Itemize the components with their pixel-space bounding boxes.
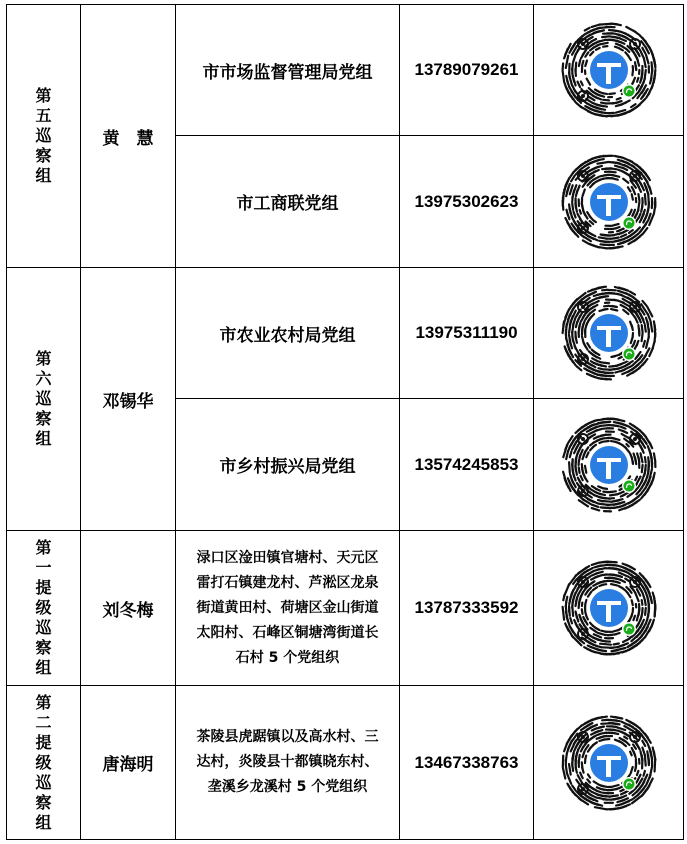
table-row [7, 268, 684, 399]
unit-line: 雷打石镇建龙村、芦淞区龙泉 [196, 574, 379, 591]
unit-line: 垄溪乡龙溪村 5 个党组织 [207, 779, 368, 795]
qr-cell [534, 531, 684, 686]
table-row [7, 686, 684, 840]
unit-name: 市农业农村局党组 [176, 268, 400, 399]
phone-number: 13787333592 [400, 531, 534, 686]
group-name-cell: 第 六 巡 察 组 [7, 268, 81, 531]
mini-program-qr-code-icon [559, 415, 659, 515]
unit-line: 石村 5 个党组织 [235, 649, 340, 666]
phone-number: 13467338763 [400, 686, 534, 840]
qr-cell [534, 5, 684, 136]
mini-program-qr-code-icon [559, 558, 659, 658]
unit-description [176, 531, 400, 686]
unit-description [176, 686, 400, 840]
group-name-cell: 第 一 提 级 巡 察 组 [7, 531, 81, 686]
mini-program-qr-code-icon [559, 152, 659, 252]
person-name: 唐海明 [81, 686, 176, 840]
mini-program-qr-code-icon [559, 20, 659, 120]
inspection-contact-table [6, 4, 684, 840]
phone-number: 13975311190 [400, 268, 534, 399]
phone-number: 13975302623 [400, 136, 534, 268]
unit-line: 街道黄田村、荷塘区金山街道 [196, 599, 379, 616]
qr-cell [534, 268, 684, 399]
unit-name: 市乡村振兴局党组 [176, 399, 400, 531]
unit-name: 市市场监督管理局党组 [176, 5, 400, 136]
person-name: 邓锡华 [81, 268, 176, 531]
group-name-cell: 第 五 巡 察 组 [7, 5, 81, 268]
table-row [7, 531, 684, 686]
group-name-cell: 第 二 提 级 巡 察 组 [7, 686, 81, 840]
person-name: 黄 慧 [81, 5, 176, 268]
unit-line: 渌口区淦田镇官塘村、天元区 [196, 549, 379, 566]
phone-number: 13789079261 [400, 5, 534, 136]
table-row [7, 5, 684, 136]
qr-cell [534, 686, 684, 840]
mini-program-qr-code-icon [559, 713, 659, 813]
unit-line: 达村，炎陵县十都镇晓东村、 [196, 754, 379, 770]
unit-name: 市工商联党组 [176, 136, 400, 268]
qr-cell [534, 399, 684, 531]
qr-cell [534, 136, 684, 268]
unit-line: 太阳村、石峰区铜塘湾街道长 [196, 624, 379, 641]
phone-number: 13574245853 [400, 399, 534, 531]
person-name: 刘冬梅 [81, 531, 176, 686]
mini-program-qr-code-icon [559, 283, 659, 383]
unit-line: 茶陵县虎踞镇以及高水村、三 [196, 729, 379, 745]
